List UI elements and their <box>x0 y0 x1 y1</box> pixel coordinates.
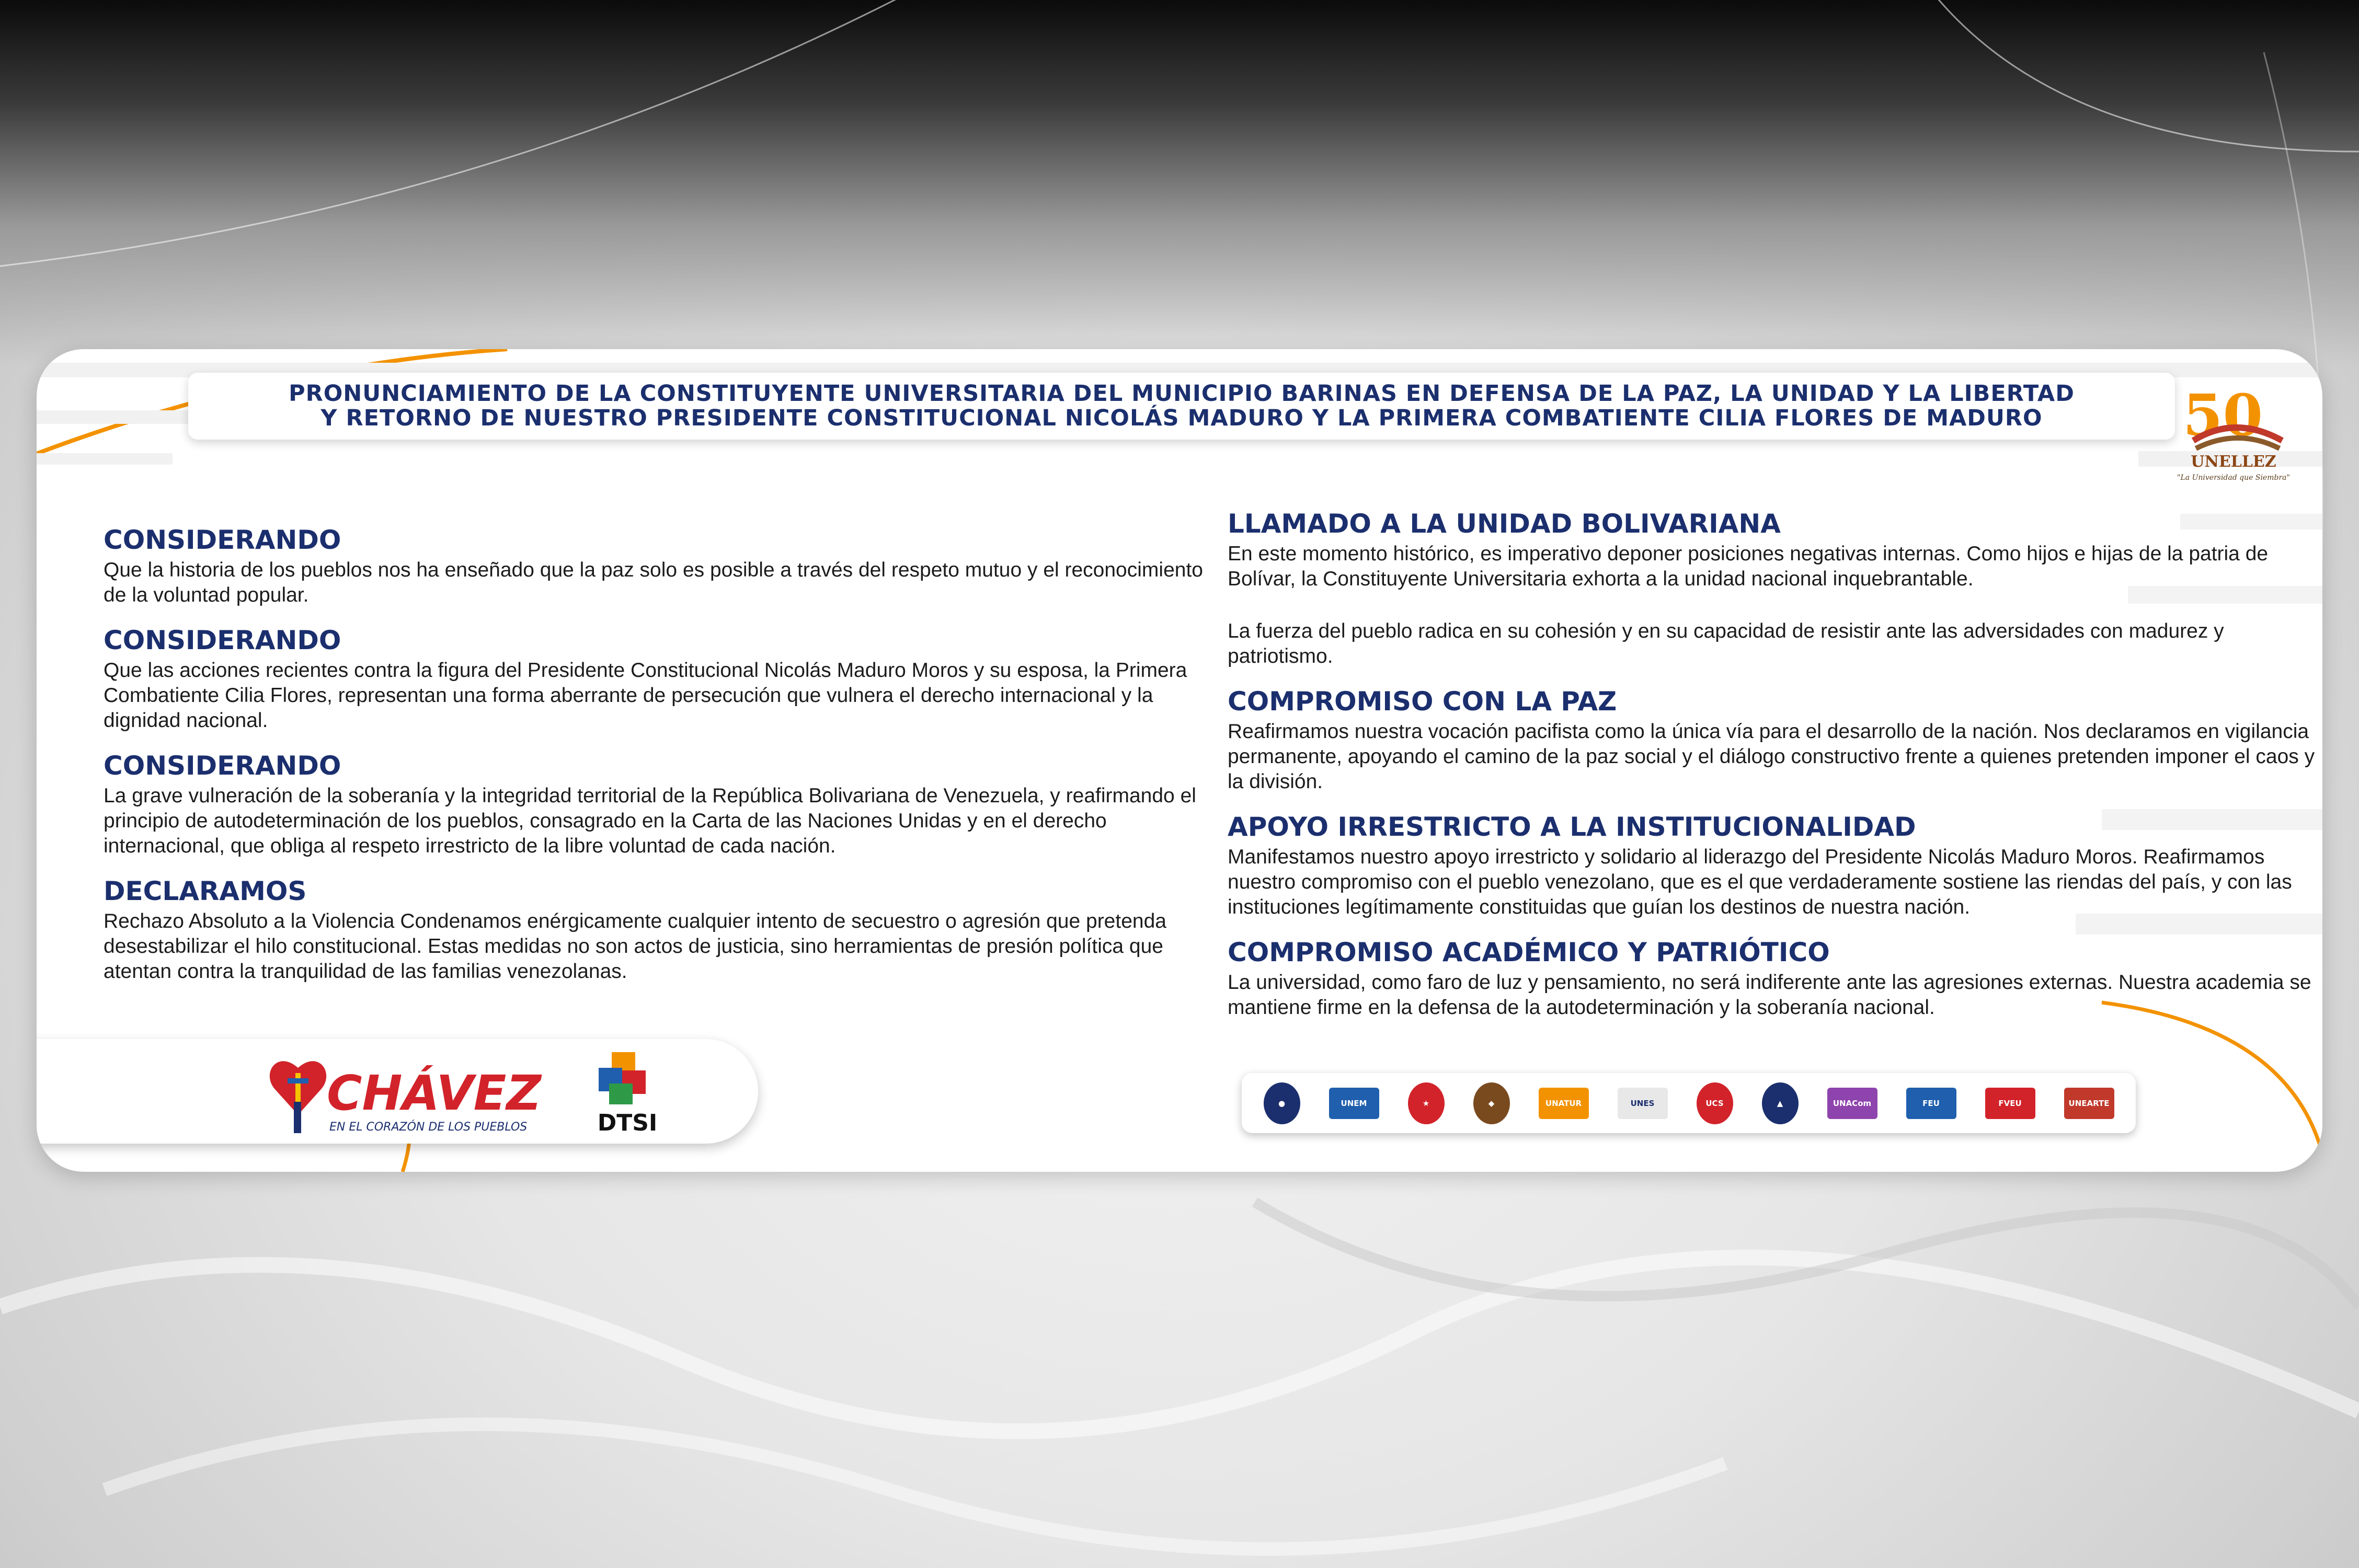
unellez-name: UNELLEZ <box>2191 453 2276 471</box>
considerando-2-heading: CONSIDERANDO <box>104 625 341 655</box>
dtsi-text: DTSI <box>597 1110 658 1136</box>
partner-logo-brown: ◆ <box>1473 1082 1510 1124</box>
unidad-body-2: La fuerza del pueblo radica en su cohesión y en su capacidad de resistir ante las adversidades con madurez y patriotismo. <box>1228 620 2224 667</box>
chavez-text: CHÁVEZ <box>327 1065 542 1121</box>
partner-logo-unem: UNEM <box>1329 1088 1379 1119</box>
unidad-heading: LLAMADO A LA UNIDAD BOLIVARIANA <box>1228 509 1781 539</box>
title-line-2: Y RETORNO DE NUESTRO PRESIDENTE CONSTITUCIONAL NICOLÁS MADURO Y LA PRIMERA COMBATIENTE CILIA FLORES DE MADURO <box>320 405 2043 431</box>
declaramos-body: Rechazo Absoluto a la Violencia Condenamos enérgicamente cualquier intento de secuestro o agresión que pretenda desestabilizar el hilo constitucional. Estas medidas no son actos de justicia, sino herramientas de presión política que atentan contra la tranquilidad de las familias venezolanas. <box>104 910 1166 983</box>
partner-logo-unatur: UNATUR <box>1539 1088 1589 1119</box>
partner-logo-red: ★ <box>1408 1082 1445 1124</box>
academico-body: La universidad, como faro de luz y pensamiento, no será indiferente ante las agresiones externas. Nuestra academia se mantiene firme en la defensa de la autodeterminación y la soberanía nacional. <box>1228 971 2311 1019</box>
left-column <box>104 524 1207 984</box>
considerando-2-body: Que las acciones recientes contra la figura del Presidente Constitucional Nicolás Maduro Moros y su esposa, la Primera Combatiente Cilia Flores, representan una forma aberrante de persecución que vulnera el derecho internacional y la dignidad nacional. <box>104 659 1187 732</box>
title-banner <box>188 373 2175 440</box>
right-column <box>1228 508 2322 1020</box>
partner-logo-unacom: UNACom <box>1827 1088 1877 1119</box>
dtsi-logo <box>588 1047 667 1141</box>
considerando-3-heading: CONSIDERANDO <box>104 751 341 781</box>
unellez-anniversary-number: 50 <box>2183 382 2263 449</box>
title-line-1: PRONUNCIAMIENTO DE LA CONSTITUYENTE UNIVERSITARIA DEL MUNICIPIO BARINAS EN DEFENSA DE LA PAZ, LA UNIDAD Y LA LIBERTAD <box>289 381 2075 407</box>
partner-logo-feu: FEU <box>1906 1088 1956 1119</box>
partner-logo-ucs: UCS <box>1697 1082 1733 1124</box>
chavez-slogan: EN EL CORAZÓN DE LOS PUEBLOS <box>329 1121 528 1134</box>
institucionalidad-heading: APOYO IRRESTRICTO A LA INSTITUCIONALIDAD <box>1228 812 1916 842</box>
paz-heading: COMPROMISO CON LA PAZ <box>1228 686 1617 717</box>
unidad-body: En este momento histórico, es imperativo deponer posiciones negativas internas. Como hijos e hijas de la patria de Bolívar, la Constituyente Universitaria exhorta a la unidad nacional inquebrantable. <box>1228 543 2269 590</box>
paz-body: Reafirmamos nuestra vocación pacifista como la única vía para el desarrollo de la nación. Nos declaramos en vigilancia permanente, apoyando el camino de la paz social y el diálogo constructivo frente a quienes pretenden imponer el caos y la división. <box>1228 720 2315 793</box>
partner-logo-unearte: UNEARTE <box>2064 1088 2114 1119</box>
partner-logos-strip <box>1242 1073 2136 1133</box>
considerando-3-body: La grave vulneración de la soberanía y la integridad territorial de la República Bolivariana de Venezuela, y reafirmando el principio de autodeterminación de los pueblos, consagrado en la Carta de las Naciones Unidas y en el derecho internacional, que obliga al respeto irrestricto de la libre voluntad de cada nación. <box>104 785 1196 857</box>
considerando-1-body: Que la historia de los pueblos nos ha enseñado que la paz solo es posible a través del respeto mutuo y el reconocimiento de la voluntad popular. <box>104 559 1203 606</box>
institucionalidad-body: Manifestamos nuestro apoyo irrestricto y solidario al liderazgo del Presidente Nicolás Maduro Moros. Reafirmamos nuestro compromiso con el pueblo venezolano, que es el que verdaderamente sostiene las riendas del país, y con las instituciones legítimamente constituidas que guían los destinos de nuestra nación. <box>1228 846 2292 918</box>
chavez-logo <box>267 1052 580 1141</box>
partner-logo-blue: ▲ <box>1762 1082 1799 1124</box>
unellez-50-logo <box>2172 378 2295 488</box>
partner-seal-logo: ● <box>1264 1082 1300 1124</box>
declaramos-heading: DECLARAMOS <box>104 876 307 906</box>
academico-heading: COMPROMISO ACADÉMICO Y PATRIÓTICO <box>1228 937 1830 967</box>
considerando-1-heading: CONSIDERANDO <box>104 525 341 555</box>
unellez-slogan: "La Universidad que Siembra" <box>2177 474 2290 482</box>
partner-logo-unes: UNES <box>1618 1088 1668 1119</box>
partner-logo-fveu: FVEU <box>1985 1088 2035 1119</box>
pronouncement-card <box>37 349 2322 1172</box>
